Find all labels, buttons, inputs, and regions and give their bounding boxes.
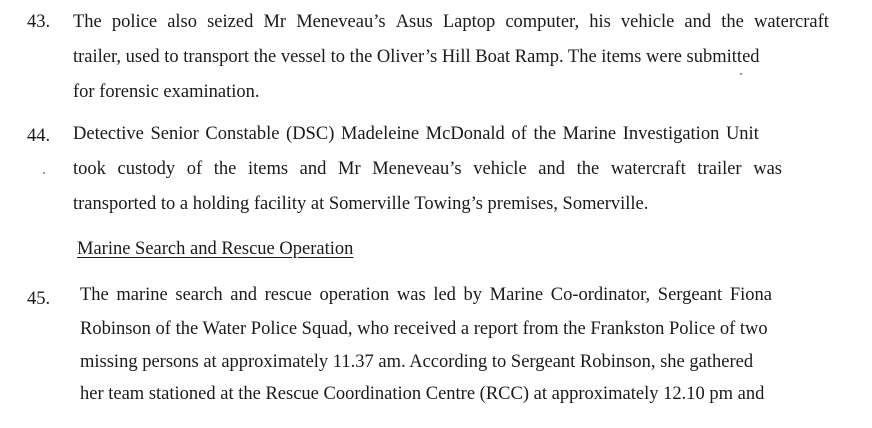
- section-heading: Marine Search and Rescue Operation: [77, 239, 354, 259]
- paragraph-line: missing persons at approximately 11.37 am. According to Sergeant Robinson, she gathered: [80, 352, 754, 372]
- paragraph-line: The marine search and rescue operation was led by Marine Co-ordinator, Sergeant Fiona: [80, 285, 772, 305]
- paragraph-line: Robinson of the Water Police Squad, who received a report from the Frankston Police of two: [80, 319, 768, 339]
- word: The: [73, 12, 102, 32]
- paragraph-line: took custody of the items and Mr Meneveau’s vehicle and the watercraft trailer was: [73, 159, 782, 179]
- paragraph-line: [73, 11, 829, 33]
- paragraph-line: Detective Senior Constable (DSC) Madeleine McDonald of the Marine Investigation Unit: [73, 124, 759, 144]
- word: Asus: [395, 12, 433, 32]
- word: his: [589, 12, 611, 32]
- word: watercraft: [753, 12, 829, 32]
- paragraph-line: for forensic examination.: [73, 82, 260, 102]
- scan-speck: [43, 172, 45, 174]
- paragraph-number: 43.: [27, 12, 51, 32]
- scan-speck: [740, 73, 742, 75]
- word: Laptop: [442, 12, 496, 32]
- word: Mr: [263, 12, 287, 32]
- word: vehicle: [620, 12, 675, 32]
- paragraph-line: trailer, used to transport the vessel to the Oliver’s Hill Boat Ramp. The items were submitted: [73, 47, 760, 67]
- word: police: [111, 12, 158, 32]
- paragraph-line: her team stationed at the Rescue Coordination Centre (RCC) at approximately 12.10 pm and: [80, 384, 765, 404]
- word: Meneveau’s: [296, 12, 386, 32]
- word: the: [721, 12, 744, 32]
- paragraph-line: transported to a holding facility at Somerville Towing’s premises, Somerville.: [73, 194, 649, 214]
- word: also: [167, 12, 197, 32]
- paragraph-number: 44.: [27, 126, 51, 146]
- word: and: [684, 12, 712, 32]
- paragraph-number: 45.: [27, 289, 51, 309]
- word: seized: [207, 12, 254, 32]
- word: computer,: [505, 12, 580, 32]
